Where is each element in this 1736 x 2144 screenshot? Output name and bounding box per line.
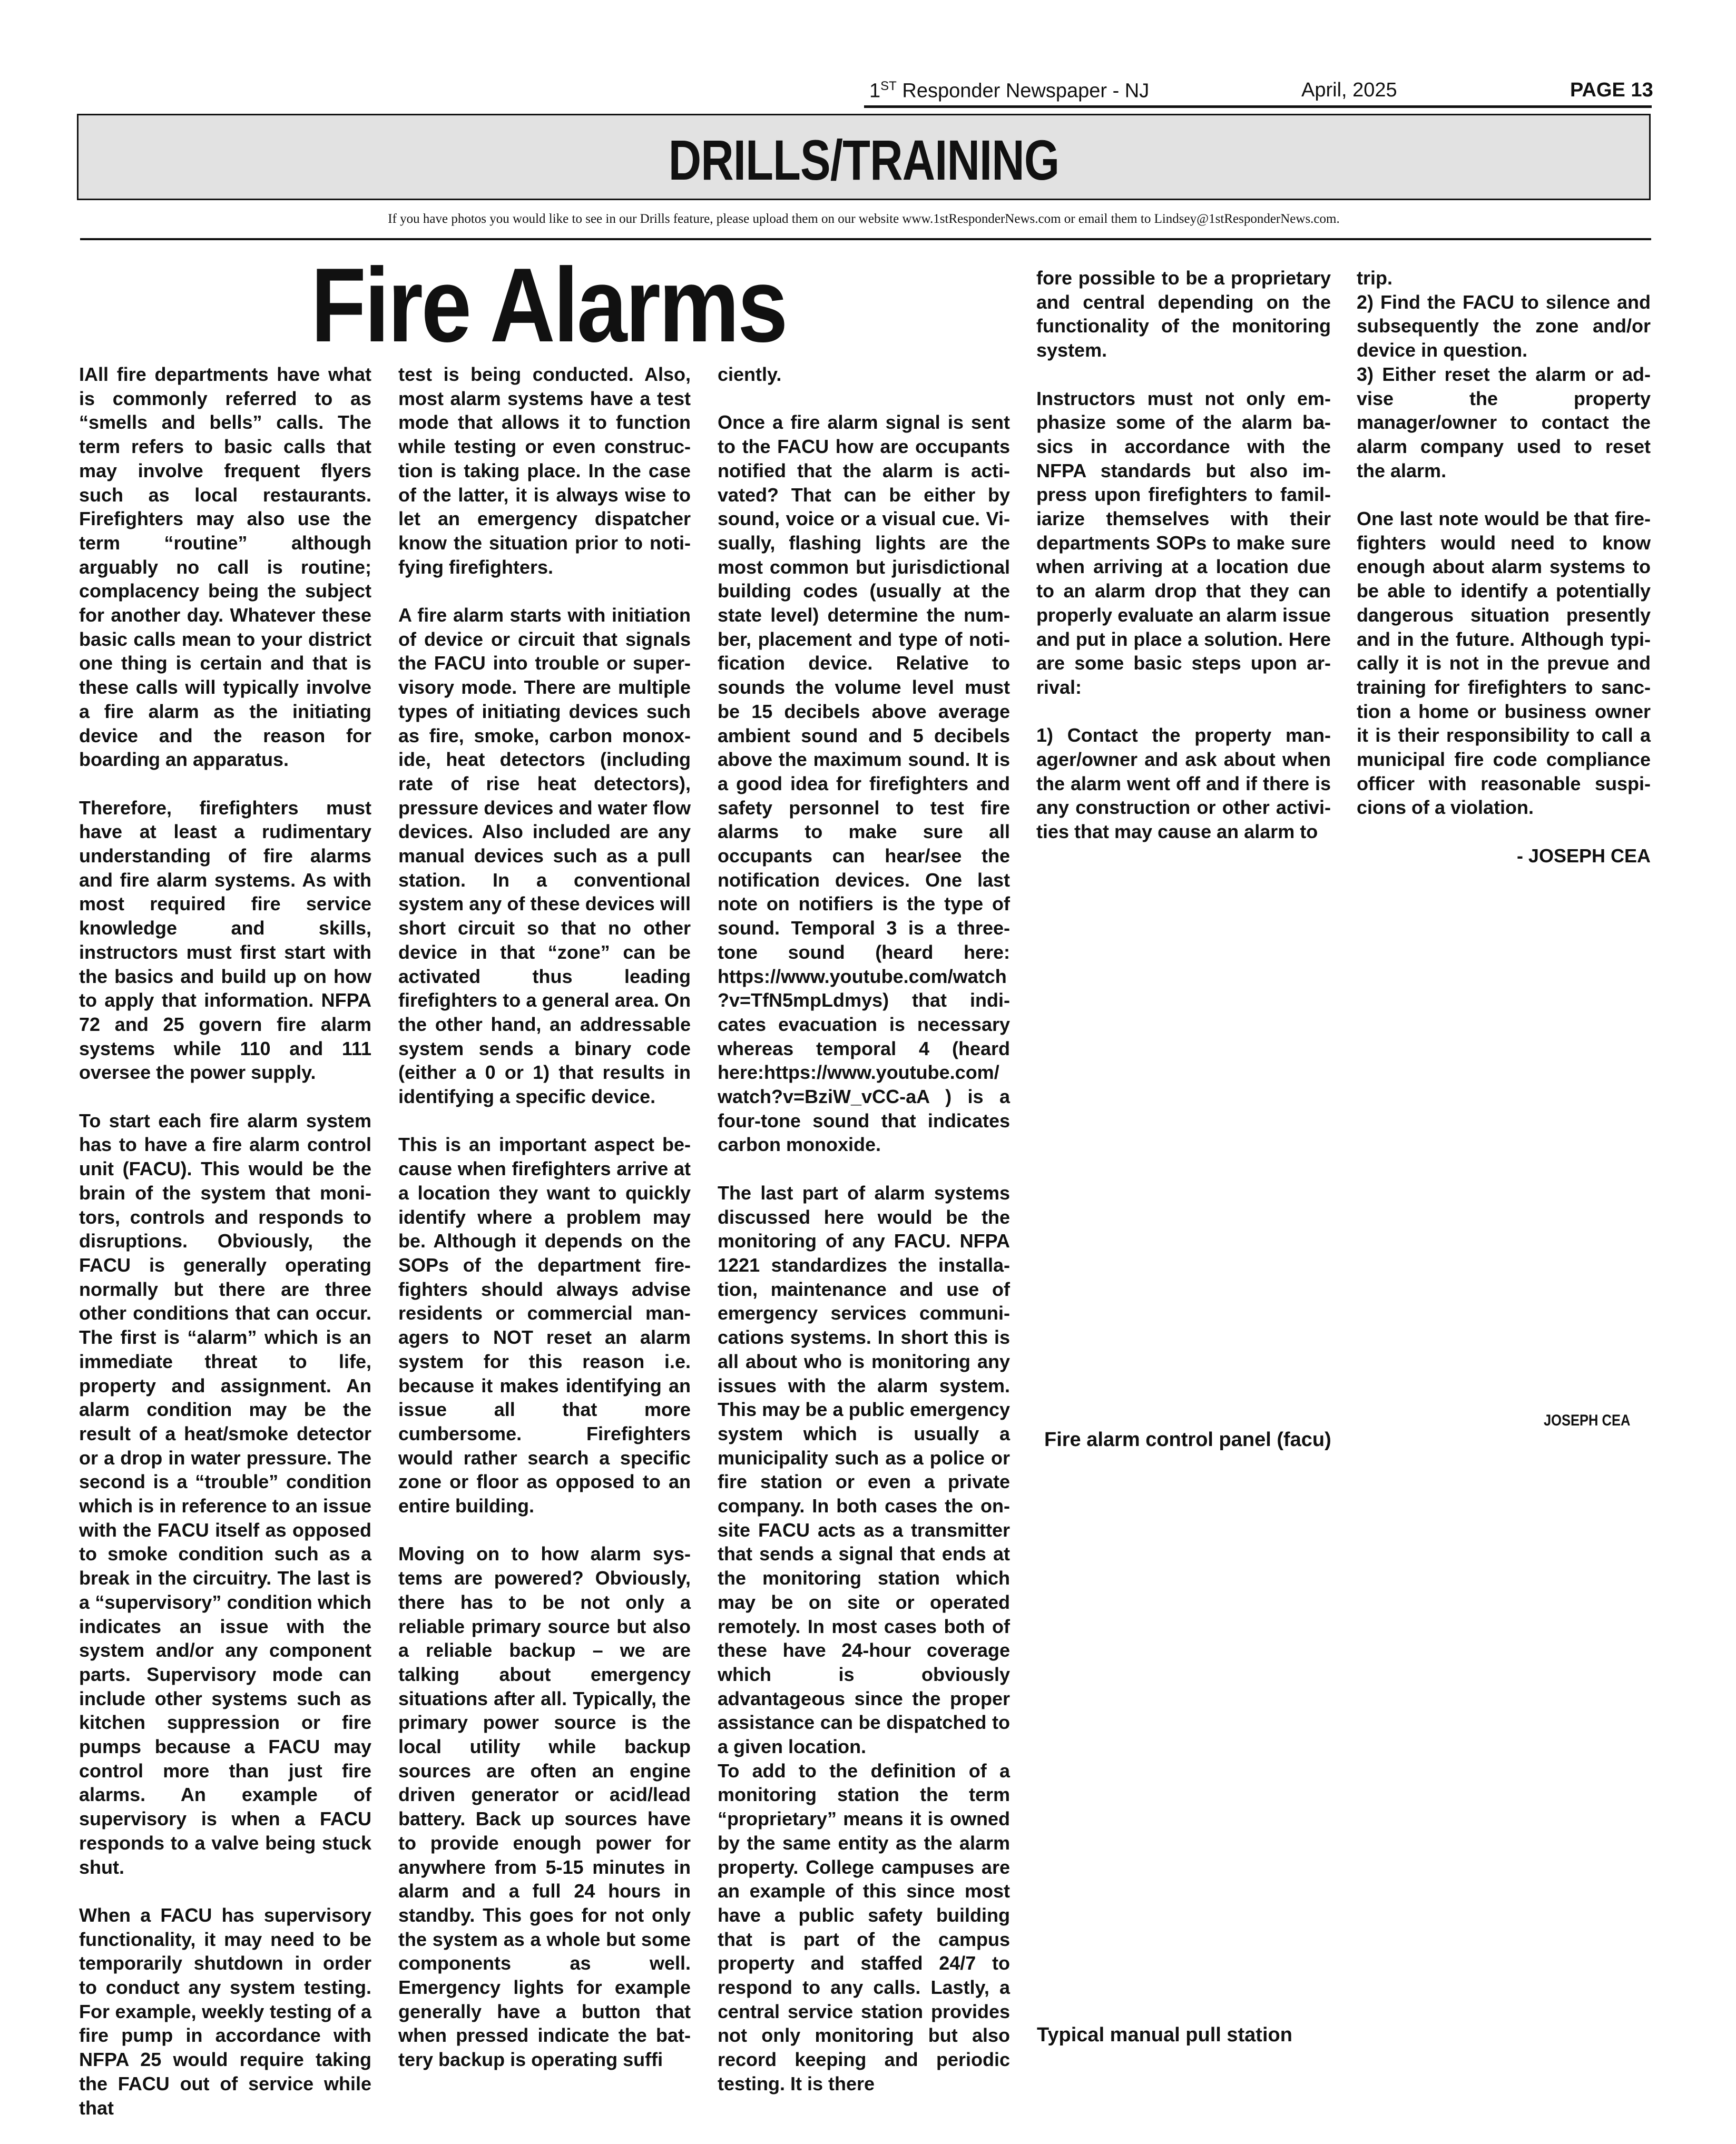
article-column-3 [718, 362, 1010, 2120]
article-column-4 [1036, 266, 1331, 868]
section-banner [77, 114, 1651, 200]
paragraph: This is an important aspect because when firefighters arrive at a location they want to quickly identify where a problem may be. Although it depends on the SOPs of the department firefighters should always advise residents or commercial managers to NOT reset an alarm system for this reason i.e. because it makes identifying an issue all that more cumbersome. Firefighters would rather search a specific zone or floor as opposed to an entire building. [398, 1134, 691, 1517]
submission-note: If you have photos you would like to see in our Drills feature, please upload them on our website www.1stResponderNews.com or email them to Lindsey@1stResponderNews.com. [388, 212, 1340, 226]
article-headline: Fire Alarms [311, 247, 787, 364]
byline: - JOSEPH CEA [1516, 844, 1651, 867]
article-column-1 [79, 362, 371, 2144]
article-column-5 [1357, 266, 1651, 892]
paragraph: 3) Either reset the alarm or advise the property manager/owner to contact the alarm company used to reset the alarm. [1357, 363, 1651, 481]
paragraph: Instructors must not only emphasize some of the alarm basics in accordance with the NFPA standards but also impress upon firefighters to familiarize themselves with their departments SOPs to make sure when arriving at a location due to an alarm drop that they can properly evaluate an alarm issue and put in place a solution. Here are some basic steps upon arrival: [1036, 387, 1331, 698]
paragraph: IAll fire departments have what is commonly referred to as “smells and bells” calls. The term refers to basic calls that may involve frequent flyers such as local restaurants. Firefighters may also use the term “routine” although arguably no call is routine; complacency being the subject for another day. Whatever these basic calls mean to your district one thing is certain and that is these calls will typically involve a fire alarm as the initiating device and the reason for boarding an apparatus. [79, 363, 371, 771]
paragraph: To start each fire alarm system has to have a fire alarm control unit (FACU). This would be the brain of the system that monitors, controls and responds to disruptions. Obviously, the FACU is generally operating normally but there are three other conditions that can occur. The first is “alarm” which is an immediate threat to life, property and assignment. An alarm condition may be the result of a heat/smoke detector or a drop in water pressure. The second is a “trouble” condition which is in reference to an issue with the FACU itself as opposed to smoke condition such as a break in the circuitry. The last is a “supervisory” condition which indicates an issue with the system and/or any component parts. Supervisory mode can include other systems such as kitchen suppression or fire pumps because a FACU may control more than just fire alarms. An example of supervisory is when a FACU responds to a valve being stuck shut. [79, 1109, 371, 1878]
paragraph: ciently. [718, 363, 782, 385]
photo-caption: Typical manual pull station [1037, 2024, 1292, 2046]
section-rule [80, 238, 1651, 240]
header-rule [864, 105, 1652, 108]
paragraph: A fire alarm starts with initiation of device or circuit that signals the FACU into trouble or supervisory mode. There are multiple types of initiating devices such as fire, smoke, carbon monoxide, heat detectors (including rate of rise heat detectors), pressure devices and water flow devices. Also included are any manual devices such as a pull station. In a conventional system any of these devices will short circuit so that no other device in that “zone” can be activated thus leading firefighters to a general area. On the other hand, an addressable system sends a binary code (either a 0 or 1) that results in identifying a specific device. [398, 604, 691, 1108]
paragraph: Therefore, firefighters must have at least a rudimentary understanding of fire alarms and fire alarm systems. As with most required fire service knowledge and skills, instructors must first start with the basics and build up on how to apply that information. NFPA 72 and 25 govern fire alarm systems while 110 and 111 oversee the power supply. [79, 796, 371, 1084]
photo-caption: Fire alarm control panel (facu) [1044, 1429, 1331, 1451]
paragraph: One last note would be that firefighters would need to know enough about alarm systems to be able to identify a potentially dangerous situation presently and in the future. Although typically it is not in the prevue and training for firefighters to sanction a home or business owner it is their responsibility to call a municipal fire code compliance officer with reasonable suspicions of a violation. [1357, 508, 1651, 819]
paragraph: Once a fire alarm signal is sent to the FACU how are occupants notified that the alarm is activated? That can be either by sound, voice or a visual cue. Visually, flashing lights are the most common but jurisdictional building codes (usually at the state level) determine the number, placement and type of notification device. Relative to sounds the volume level must be 15 decibels above average ambient sound and 5 decibels above the maximum sound. It is a good idea for firefighters and safety personnel to test fire alarms to make sure all occupants can hear/see the notification devices. One last note on notifiers is the type of sound. Temporal 3 is a three-tone sound (heard here: https://www.youtube.com/watch ?v=TfN5mpLdmys) that indicates evacuation is necessary whereas temporal 4 (heard here:https://www.youtube.com/ watch?v=BziW_vCC-aA ) is a four-tone sound that indicates carbon monoxide. [718, 411, 1010, 1156]
paragraph: 2) Find the FACU to silence and subsequently the zone and/or device in question. [1357, 291, 1651, 361]
paragraph: To add to the definition of a monitoring station the term “proprietary” means it is owned by the same entity as the alarm property. College campuses are an example of this since most have a public safety building that is part of the campus property and staffed 24/7 to respond to any calls. Lastly, a central service station provides not only monitoring but also record keeping and periodic testing. It is there [718, 1759, 1010, 2094]
paragraph: The last part of alarm systems discussed here would be the monitoring of any FACU. NFPA 1221 standardizes the installation, maintenance and use of emergency services communications systems. In short this is all about who is monitoring any issues with the alarm system. This may be a public emergency system which is usually a municipality such as a police or fire station or even a private company. In both cases the on-site FACU acts as a transmitter that sends a signal that ends at the monitoring station which may be on site or operated remotely. In most cases both of these have 24-hour coverage which is obviously advantageous since the proper assistance can be dispatched to a given location. [718, 1182, 1010, 1758]
paragraph: fore possible to be a proprietary and central depending on the functionality of the monitoring system. [1036, 267, 1331, 361]
page-number: PAGE 13 [1570, 79, 1653, 101]
section-title: DRILLS/TRAINING [668, 128, 1060, 192]
paragraph: 1) Contact the property manager/owner and ask about when the alarm went off and if there is any construction or other activities that may cause an alarm to [1036, 724, 1331, 843]
paragraph: Moving on to how alarm systems are powered? Obviously, there has to be not only a reliable primary source but also a reliable backup – we are talking about emergency situations after all. Typically, the primary power source is the local utility while backup sources are often an engine driven generator or acid/lead battery. Back up sources have to provide enough power for anywhere from 5-15 minutes in alarm and a full 24 hours in standby. This goes for not only the system as a whole but some components as well. Emergency lights for example generally have a button that when pressed indicate the battery backup is operating suffi [398, 1543, 691, 2071]
article-column-2 [398, 362, 691, 2096]
photo-credit: JOSEPH CEA [1544, 1412, 1631, 1429]
issue-date: April, 2025 [1301, 79, 1397, 101]
paragraph: test is being conducted. Also, most alarm systems have a test mode that allows it to function while testing or even construction is taking place. In the case of the latter, it is always wise to let an emergency dispatcher know the situation prior to notifying firefighters. [398, 363, 691, 578]
paragraph: When a FACU has supervisory functionality, it may need to be temporarily shutdown in order to conduct any system testing. For example, weekly testing of a fire pump in accordance with NFPA 25 would require taking the FACU out of service while that [79, 1904, 371, 2119]
publication-name: 1ST Responder Newspaper - NJ [869, 79, 1150, 102]
paragraph: trip. [1357, 267, 1392, 289]
